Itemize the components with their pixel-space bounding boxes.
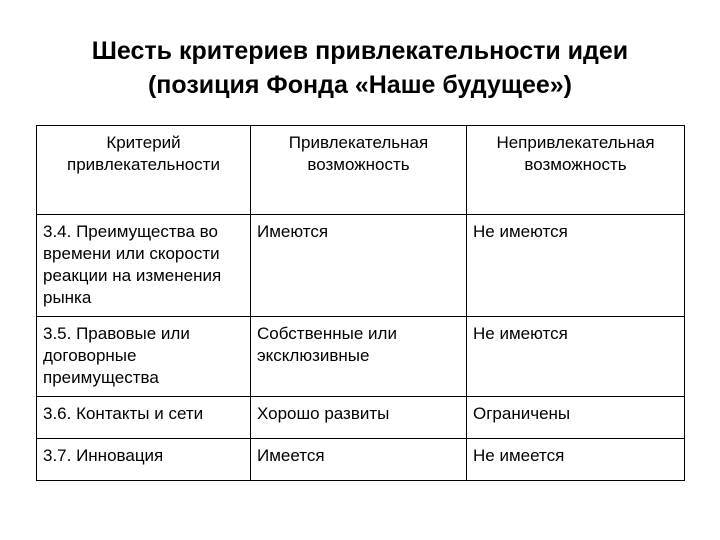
cell-criterion: 3.6. Контакты и сети [37,397,251,439]
cell-unattractive: Не имеются [467,215,685,317]
slide-title [0,34,720,102]
cell-attractive: Собственные или эксклюзивные [251,317,467,397]
header-unattractive: Непривлекательная возможность [467,126,685,215]
table-row [37,439,685,481]
cell-unattractive: Не имеется [467,439,685,481]
cell-attractive: Имеется [251,439,467,481]
cell-unattractive: Не имеются [467,317,685,397]
table-row [37,317,685,397]
table-row [37,215,685,317]
cell-attractive: Имеются [251,215,467,317]
header-attractive: Привлекательная возможность [251,126,467,215]
title-line-1: Шесть критериев привлекательности идеи [91,37,629,65]
header-criterion: Критерий привлекательности [37,126,251,215]
cell-criterion: 3.7. Инновация [37,439,251,481]
title-line-2: (позиция Фонда «Наше будущее») [147,71,572,99]
table-row [37,397,685,439]
cell-criterion: 3.4. Преимущества во времени или скорости реакции на изменения рынка [37,215,251,317]
cell-unattractive: Ограничены [467,397,685,439]
cell-attractive: Хорошо развиты [251,397,467,439]
criteria-table [36,125,685,481]
cell-criterion: 3.5. Правовые или договорные преимущества [37,317,251,397]
table-header-row [37,126,685,215]
